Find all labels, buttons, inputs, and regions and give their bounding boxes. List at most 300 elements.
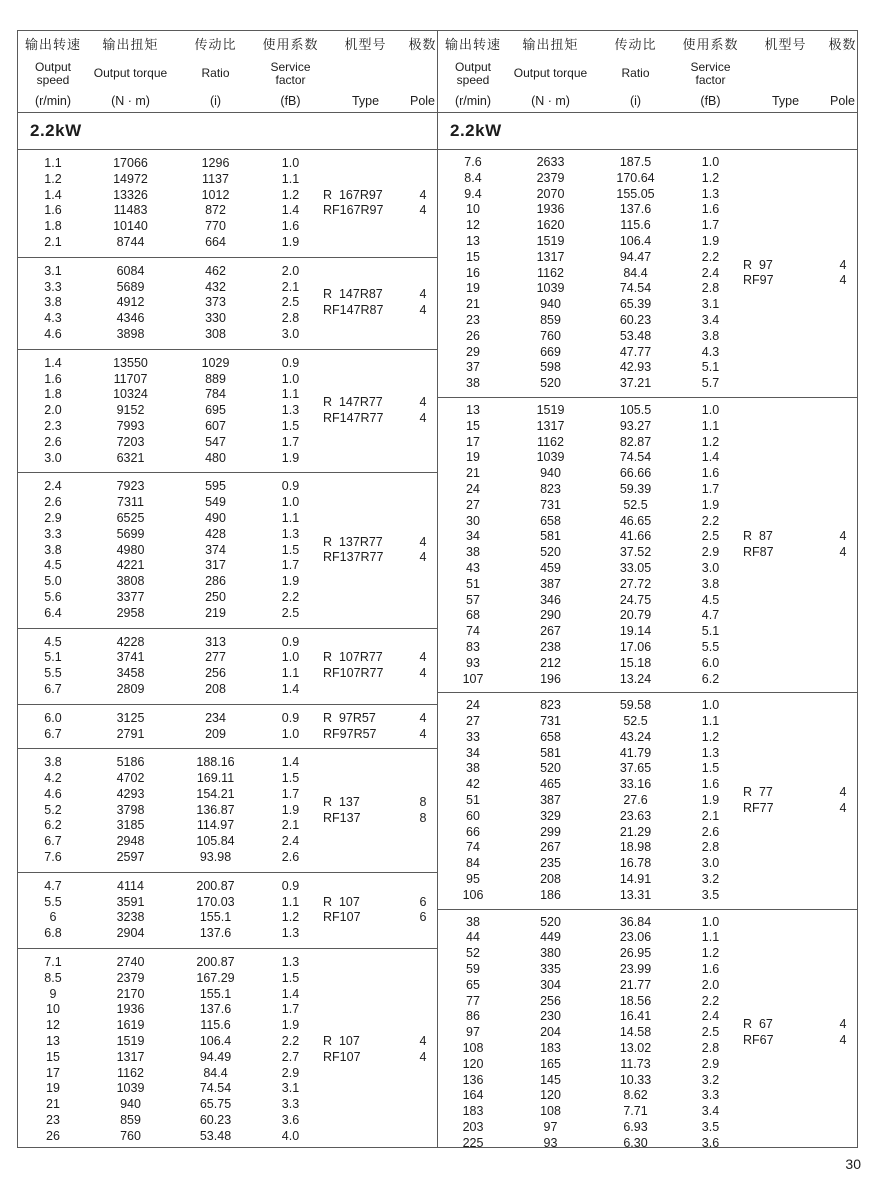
header-cell bbox=[408, 34, 437, 108]
speed-cell: 6.0 bbox=[44, 710, 62, 725]
service-factor-cell: 3.6 bbox=[701, 1135, 720, 1147]
type-block bbox=[323, 635, 437, 698]
ratio-cell: 115.6 bbox=[200, 1018, 231, 1033]
ratio-cell: 154.21 bbox=[196, 786, 235, 801]
speed-cell: 10 bbox=[46, 1002, 60, 1017]
torque-cell: 1039 bbox=[536, 450, 565, 465]
service-factor-cell: 2.5 bbox=[701, 529, 720, 544]
speed-cell: 66 bbox=[466, 824, 480, 839]
table-row bbox=[438, 672, 743, 688]
torque-cell: 6084 bbox=[116, 263, 145, 278]
table-row bbox=[438, 234, 743, 250]
header-cell bbox=[173, 34, 258, 108]
speed-cell: 97 bbox=[466, 1025, 480, 1040]
service-factor-cell: 1.2 bbox=[281, 910, 300, 925]
table-row bbox=[18, 219, 323, 235]
header-label-en: Ratio bbox=[201, 66, 230, 81]
header-label-zh: 输出转速 bbox=[444, 37, 501, 52]
speed-cell: 5.6 bbox=[44, 589, 62, 604]
header-cell bbox=[678, 34, 743, 108]
speed-cell: 17 bbox=[466, 434, 480, 449]
torque-cell: 238 bbox=[540, 639, 561, 654]
torque-cell: 183 bbox=[540, 1041, 561, 1056]
table-row bbox=[18, 235, 323, 251]
ratio-cell: 549 bbox=[205, 495, 226, 510]
rows-block bbox=[18, 264, 323, 343]
pole-value: 4 bbox=[419, 710, 427, 725]
header-label-zh: 使用系数 bbox=[682, 37, 739, 52]
table-row bbox=[438, 698, 743, 714]
table-header bbox=[18, 31, 437, 113]
speed-cell: 2.9 bbox=[44, 510, 62, 525]
rows-block bbox=[18, 635, 323, 698]
torque-cell: 93 bbox=[543, 1135, 558, 1147]
ratio-cell: 170.03 bbox=[196, 894, 235, 909]
table-row bbox=[438, 376, 743, 392]
table-row bbox=[438, 608, 743, 624]
service-factor-cell: 2.2 bbox=[281, 1034, 300, 1049]
type-block bbox=[323, 356, 437, 467]
speed-cell: 34 bbox=[466, 529, 480, 544]
ratio-cell: 94.49 bbox=[199, 1049, 232, 1064]
header-label-zh: 极数 bbox=[408, 37, 437, 52]
table-row bbox=[18, 203, 323, 219]
torque-cell: 449 bbox=[540, 930, 561, 945]
service-factor-cell: 1.9 bbox=[281, 234, 300, 249]
service-factor-cell: 1.6 bbox=[701, 962, 720, 977]
type-line bbox=[743, 1033, 857, 1049]
type-line bbox=[323, 188, 437, 204]
ratio-cell: 480 bbox=[205, 450, 226, 465]
table-row bbox=[18, 787, 323, 803]
speed-cell: 27 bbox=[466, 714, 480, 729]
type-block bbox=[743, 155, 857, 392]
table-row bbox=[18, 511, 323, 527]
type-label: R 137 bbox=[323, 794, 360, 809]
table-row bbox=[438, 171, 743, 187]
rating-group bbox=[18, 257, 437, 349]
table-row bbox=[18, 955, 323, 971]
torque-cell: 108 bbox=[540, 1104, 561, 1119]
table-row bbox=[18, 295, 323, 311]
speed-cell: 15 bbox=[466, 418, 480, 433]
service-factor-cell: 2.2 bbox=[701, 513, 720, 528]
table-row bbox=[18, 419, 323, 435]
header-label-en: Service factor bbox=[690, 59, 731, 87]
table-row bbox=[438, 872, 743, 888]
speed-cell: 3.8 bbox=[44, 295, 62, 310]
type-label: R 167R97 bbox=[323, 187, 383, 202]
table-row bbox=[18, 372, 323, 388]
header-cell bbox=[828, 34, 857, 108]
pole-value: 4 bbox=[839, 1017, 847, 1032]
pole-value: 4 bbox=[839, 785, 847, 800]
speed-cell: 4.3 bbox=[44, 311, 62, 326]
ratio-cell: 16.78 bbox=[619, 856, 652, 871]
table-row bbox=[438, 1120, 743, 1136]
table-row bbox=[438, 545, 743, 561]
service-factor-cell: 1.2 bbox=[701, 434, 720, 449]
speed-cell: 2.6 bbox=[44, 434, 62, 449]
type-label: RF147R87 bbox=[323, 303, 384, 318]
header-label-en: Ratio bbox=[621, 66, 650, 81]
ratio-cell: 6.30 bbox=[623, 1135, 648, 1147]
service-factor-cell: 6.0 bbox=[701, 655, 720, 670]
table-row bbox=[18, 311, 323, 327]
service-factor-cell: 1.7 bbox=[281, 434, 300, 449]
table-row bbox=[18, 479, 323, 495]
rating-group bbox=[18, 628, 437, 704]
type-label: RF137 bbox=[323, 810, 361, 825]
service-factor-cell: 1.2 bbox=[281, 187, 300, 202]
torque-cell: 1936 bbox=[116, 1002, 145, 1017]
torque-cell: 520 bbox=[540, 761, 561, 776]
ratio-cell: 74.54 bbox=[619, 281, 652, 296]
speed-cell: 37 bbox=[466, 360, 480, 375]
ratio-cell: 59.58 bbox=[619, 698, 652, 713]
service-factor-cell: 3.0 bbox=[701, 560, 720, 575]
speed-cell: 19 bbox=[466, 450, 480, 465]
torque-cell: 9152 bbox=[116, 403, 145, 418]
type-line bbox=[743, 545, 857, 561]
header-label-en: Output speed bbox=[34, 59, 72, 87]
speed-cell: 13 bbox=[46, 1034, 60, 1049]
torque-cell: 520 bbox=[540, 376, 561, 391]
table-row bbox=[18, 156, 323, 172]
ratio-cell: 33.16 bbox=[619, 777, 652, 792]
service-factor-cell: 0.9 bbox=[281, 479, 300, 494]
service-factor-cell: 2.0 bbox=[701, 977, 720, 992]
type-label: R 147R77 bbox=[323, 395, 383, 410]
service-factor-cell: 1.9 bbox=[281, 574, 300, 589]
table-row bbox=[438, 624, 743, 640]
torque-cell: 4221 bbox=[116, 558, 145, 573]
header-label-zh: 机型号 bbox=[344, 37, 387, 52]
pole-value: 4 bbox=[419, 395, 427, 410]
torque-cell: 520 bbox=[540, 545, 561, 560]
service-factor-cell: 1.0 bbox=[281, 156, 300, 170]
speed-cell: 51 bbox=[466, 576, 480, 591]
ratio-cell: 1296 bbox=[201, 156, 230, 170]
header-unit: (i) bbox=[209, 94, 222, 108]
table-row bbox=[438, 529, 743, 545]
table-row bbox=[18, 971, 323, 987]
torque-cell: 1162 bbox=[537, 434, 564, 449]
ratio-cell: 664 bbox=[205, 234, 226, 249]
table-row bbox=[438, 746, 743, 762]
torque-cell: 145 bbox=[540, 1072, 561, 1087]
service-factor-cell: 3.2 bbox=[701, 872, 720, 887]
ratio-cell: 770 bbox=[205, 219, 226, 234]
header-cell bbox=[508, 34, 593, 108]
table-row bbox=[438, 450, 743, 466]
ratio-cell: 66.66 bbox=[619, 466, 652, 481]
table-row bbox=[438, 1104, 743, 1120]
speed-cell: 8.4 bbox=[464, 170, 482, 185]
torque-cell: 6525 bbox=[116, 510, 145, 525]
service-factor-cell: 1.5 bbox=[281, 771, 300, 786]
torque-cell: 1519 bbox=[536, 402, 565, 417]
speed-cell: 29 bbox=[466, 344, 480, 359]
header-unit: Pole bbox=[829, 94, 856, 108]
ratio-cell: 330 bbox=[205, 311, 226, 326]
service-factor-cell: 1.1 bbox=[281, 666, 300, 681]
service-factor-cell: 1.4 bbox=[281, 755, 300, 770]
speed-cell: 6.8 bbox=[44, 926, 62, 941]
service-factor-cell: 1.3 bbox=[281, 926, 300, 941]
ratio-cell: 313 bbox=[205, 634, 226, 649]
type-label: R 77 bbox=[743, 785, 773, 800]
ratio-cell: 46.65 bbox=[619, 513, 652, 528]
torque-cell: 4912 bbox=[116, 295, 145, 310]
table-row bbox=[18, 1097, 323, 1113]
ratio-cell: 187.5 bbox=[619, 155, 652, 169]
service-factor-cell: 2.4 bbox=[701, 265, 720, 280]
rating-group bbox=[18, 872, 437, 948]
header-label-zh: 输出扭矩 bbox=[102, 37, 159, 52]
torque-cell: 1619 bbox=[116, 1018, 145, 1033]
pole-value: 6 bbox=[419, 910, 427, 925]
torque-cell: 7203 bbox=[116, 434, 145, 449]
speed-cell: 1.8 bbox=[44, 219, 62, 234]
table-row bbox=[18, 590, 323, 606]
service-factor-cell: 1.0 bbox=[701, 402, 720, 417]
ratio-cell: 308 bbox=[205, 326, 226, 341]
table-row bbox=[18, 543, 323, 559]
speed-cell: 4.7 bbox=[44, 878, 62, 893]
torque-cell: 2948 bbox=[116, 834, 145, 849]
table-row bbox=[438, 360, 743, 376]
torque-cell: 7923 bbox=[116, 479, 145, 494]
speed-cell: 4.5 bbox=[44, 634, 62, 649]
table-row bbox=[438, 435, 743, 451]
speed-cell: 21 bbox=[46, 1097, 60, 1112]
pole-value: 4 bbox=[419, 203, 427, 218]
torque-cell: 165 bbox=[540, 1056, 561, 1071]
rating-groups bbox=[18, 150, 437, 1147]
ratio-cell: 1029 bbox=[201, 355, 230, 370]
table-row bbox=[18, 1081, 323, 1097]
ratio-cell: 74.54 bbox=[619, 450, 652, 465]
table-row bbox=[438, 1136, 743, 1147]
ratio-cell: 374 bbox=[205, 542, 226, 557]
type-line bbox=[323, 287, 437, 303]
service-factor-cell: 5.1 bbox=[701, 624, 720, 639]
service-factor-cell: 4.0 bbox=[281, 1128, 300, 1143]
header-label-zh: 传动比 bbox=[194, 37, 237, 52]
speed-cell: 1.8 bbox=[44, 387, 62, 402]
pole-value: 4 bbox=[839, 1033, 847, 1048]
table-row bbox=[18, 803, 323, 819]
speed-cell: 2.3 bbox=[44, 418, 62, 433]
service-factor-cell: 1.7 bbox=[281, 1002, 300, 1017]
speed-cell: 5.0 bbox=[44, 574, 62, 589]
service-factor-cell: 2.4 bbox=[281, 834, 300, 849]
table-row bbox=[438, 777, 743, 793]
type-label: RF137R77 bbox=[323, 550, 384, 565]
ratio-cell: 23.99 bbox=[619, 962, 652, 977]
torque-cell: 329 bbox=[540, 808, 561, 823]
table-row bbox=[18, 755, 323, 771]
service-factor-cell: 1.4 bbox=[281, 203, 300, 218]
ratio-cell: 18.56 bbox=[619, 993, 652, 1008]
header-unit: (i) bbox=[629, 94, 642, 108]
torque-cell: 1936 bbox=[536, 202, 565, 217]
header-label-en: Output speed bbox=[454, 59, 492, 87]
torque-cell: 3238 bbox=[116, 910, 145, 925]
header-unit: (N · m) bbox=[531, 94, 570, 108]
service-factor-cell: 1.2 bbox=[701, 170, 720, 185]
service-factor-cell: 2.8 bbox=[701, 1041, 720, 1056]
speed-cell: 7.6 bbox=[44, 850, 62, 865]
table-row bbox=[438, 1041, 743, 1057]
rows-block bbox=[438, 915, 743, 1147]
torque-cell: 208 bbox=[540, 872, 561, 887]
torque-cell: 3125 bbox=[116, 710, 145, 725]
type-label: RF107 bbox=[323, 1049, 361, 1064]
torque-cell: 1317 bbox=[116, 1049, 145, 1064]
ratio-cell: 37.21 bbox=[619, 376, 652, 391]
header-cell bbox=[258, 34, 323, 108]
table-row bbox=[18, 910, 323, 926]
table-row bbox=[438, 403, 743, 419]
table-row bbox=[18, 682, 323, 698]
service-factor-cell: 1.6 bbox=[701, 202, 720, 217]
speed-cell: 38 bbox=[466, 914, 480, 929]
service-factor-cell: 2.1 bbox=[281, 279, 300, 294]
ratio-cell: 155.1 bbox=[199, 986, 232, 1001]
torque-cell: 2958 bbox=[116, 605, 145, 620]
table-row bbox=[18, 172, 323, 188]
table-row bbox=[438, 714, 743, 730]
table-row bbox=[438, 840, 743, 856]
speed-cell: 8.5 bbox=[44, 970, 62, 985]
pole-value: 4 bbox=[419, 1034, 427, 1049]
table-row bbox=[438, 1009, 743, 1025]
speed-cell: 107 bbox=[462, 671, 484, 686]
torque-cell: 267 bbox=[540, 624, 561, 639]
type-label: R 97 bbox=[743, 257, 773, 272]
pole-value: 4 bbox=[419, 1049, 427, 1064]
service-factor-cell: 1.9 bbox=[281, 450, 300, 465]
type-label: RF167R97 bbox=[323, 203, 384, 218]
rating-group bbox=[18, 948, 437, 1147]
ratio-cell: 20.79 bbox=[619, 608, 652, 623]
type-line bbox=[323, 895, 437, 911]
service-factor-cell: 3.3 bbox=[701, 1088, 720, 1103]
speed-cell: 6.7 bbox=[44, 834, 62, 849]
speed-cell: 1.6 bbox=[44, 371, 62, 386]
ratio-cell: 18.98 bbox=[619, 840, 652, 855]
type-block bbox=[743, 915, 857, 1147]
service-factor-cell: 1.3 bbox=[281, 526, 300, 541]
table-row bbox=[438, 155, 743, 171]
service-factor-cell: 2.7 bbox=[281, 1049, 300, 1064]
type-line bbox=[743, 1017, 857, 1033]
table-row bbox=[18, 635, 323, 651]
speed-cell: 1.2 bbox=[44, 171, 62, 186]
speed-cell: 95 bbox=[466, 872, 480, 887]
speed-cell: 74 bbox=[466, 624, 480, 639]
table-row bbox=[438, 466, 743, 482]
speed-cell: 6.4 bbox=[44, 605, 62, 620]
rating-group bbox=[438, 692, 857, 908]
ratio-cell: 36.84 bbox=[619, 914, 652, 929]
pole-value: 4 bbox=[419, 411, 427, 426]
speed-cell: 2.0 bbox=[44, 403, 62, 418]
torque-cell: 14972 bbox=[113, 171, 148, 186]
rows-block bbox=[18, 356, 323, 467]
torque-cell: 581 bbox=[540, 745, 561, 760]
service-factor-cell: 6.2 bbox=[701, 671, 720, 686]
torque-cell: 3798 bbox=[116, 802, 145, 817]
type-block bbox=[323, 955, 437, 1145]
ratio-cell: 16.41 bbox=[619, 1009, 652, 1024]
torque-cell: 465 bbox=[540, 777, 561, 792]
ratio-cell: 462 bbox=[205, 263, 226, 278]
table-row bbox=[18, 834, 323, 850]
type-label: RF77 bbox=[743, 800, 774, 815]
ratio-cell: 53.48 bbox=[619, 328, 652, 343]
service-factor-cell: 1.6 bbox=[701, 777, 720, 792]
speed-cell: 3.1 bbox=[44, 263, 62, 278]
table-row bbox=[438, 1057, 743, 1073]
torque-cell: 859 bbox=[120, 1113, 141, 1128]
torque-cell: 658 bbox=[540, 729, 561, 744]
ratio-cell: 106.4 bbox=[619, 233, 652, 248]
torque-cell: 3458 bbox=[116, 666, 145, 681]
table-row bbox=[438, 329, 743, 345]
header-unit: (r/min) bbox=[454, 94, 492, 108]
torque-cell: 4702 bbox=[116, 771, 145, 786]
table-row bbox=[438, 946, 743, 962]
ratio-cell: 13.24 bbox=[619, 671, 652, 686]
header-label-zh: 极数 bbox=[828, 37, 857, 52]
header-unit: Type bbox=[771, 94, 800, 108]
torque-cell: 2597 bbox=[116, 850, 145, 865]
speed-cell: 3.3 bbox=[44, 526, 62, 541]
service-factor-cell: 1.0 bbox=[281, 726, 300, 741]
header-label-zh: 传动比 bbox=[614, 37, 657, 52]
type-block bbox=[743, 698, 857, 903]
ratio-cell: 60.23 bbox=[199, 1113, 232, 1128]
torque-cell: 1317 bbox=[536, 418, 565, 433]
service-factor-cell: 0.9 bbox=[281, 355, 300, 370]
rating-group bbox=[18, 150, 437, 257]
ratio-cell: 11.73 bbox=[620, 1056, 651, 1071]
speed-cell: 108 bbox=[462, 1041, 484, 1056]
pole-value: 8 bbox=[419, 810, 427, 825]
torque-cell: 4346 bbox=[116, 311, 145, 326]
pole-value: 4 bbox=[839, 800, 847, 815]
pole-value: 4 bbox=[419, 187, 427, 202]
torque-cell: 204 bbox=[540, 1025, 561, 1040]
torque-cell: 1162 bbox=[117, 1065, 144, 1080]
torque-cell: 11483 bbox=[113, 203, 148, 218]
rating-group bbox=[438, 150, 857, 397]
table-row bbox=[18, 650, 323, 666]
service-factor-cell: 3.8 bbox=[701, 328, 720, 343]
torque-cell: 459 bbox=[540, 560, 561, 575]
table-row bbox=[438, 809, 743, 825]
ratio-cell: 37.52 bbox=[619, 545, 652, 560]
service-factor-cell: 1.5 bbox=[281, 418, 300, 433]
type-line bbox=[743, 529, 857, 545]
ratio-cell: 8.62 bbox=[623, 1088, 648, 1103]
torque-cell: 2633 bbox=[536, 155, 565, 169]
table-row bbox=[18, 606, 323, 622]
header-cell bbox=[88, 34, 173, 108]
